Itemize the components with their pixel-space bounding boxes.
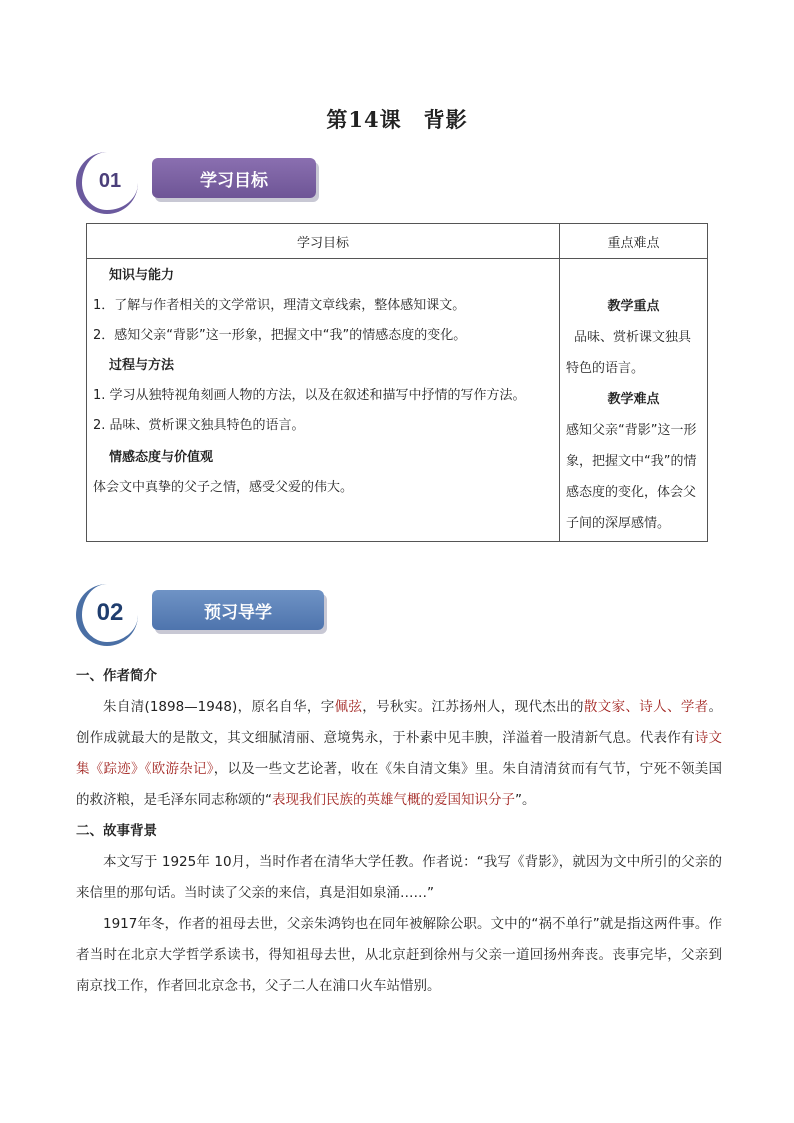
section-title-bar: 预习导学 bbox=[152, 590, 324, 630]
lesson-number: 第14课 bbox=[326, 107, 402, 132]
table-header-row bbox=[87, 224, 708, 259]
objectives-table bbox=[86, 223, 708, 542]
knowledge-heading: 知识与能力 bbox=[109, 268, 175, 283]
difficult-text: 感知父亲“背影”这一形象，把握文中“我”的情感态度的变化，体会父子间的深厚感情。 bbox=[566, 423, 697, 531]
emotion-heading: 情感态度与价值观 bbox=[109, 450, 214, 465]
header-key-points: 重点难点 bbox=[560, 224, 708, 259]
section-header-objectives bbox=[76, 152, 336, 214]
table-body-row bbox=[87, 259, 708, 542]
background-paragraph: 1917年冬，作者的祖母去世，父亲朱鸿钧也在同年被解除公职。文中的“祸不单行”就是指这两件事。作者当时在北京大学哲学系读书，得知祖母去世，从北京赶到徐州与父亲一道回扬州奔丧。丧事完毕，父亲到南京找工作，作者回北京念书，父子二人在浦口火车站惜别。 bbox=[76, 916, 722, 994]
section-title-bar: 学习目标 bbox=[152, 158, 316, 198]
emotion-item: 体会文中真挚的父子之情，感受父爱的伟大。 bbox=[93, 480, 354, 495]
knowledge-item: 1．了解与作者相关的文学常识，理清文章线索，整体感知课文。 bbox=[93, 298, 466, 313]
author-intro-paragraph: 朱自清(1898—1948)，原名自华，字佩弦，号秋实。江苏扬州人，现代杰出的散文家、诗人、学者。创作成就最大的是散文，其文细腻清丽、意境隽永，于朴素中见丰腴，洋溢着一股清新气息。代表作有诗文集《踪迹》《欧游杂记》，以及一些文艺论著，收在《朱自清文集》里。朱自清清贫而有气节，宁死不领美国的救济粮，是毛泽东同志称颂的“表现我们民族的英雄气概的爱国知识分子”。 bbox=[76, 699, 723, 808]
background-heading: 二、故事背景 bbox=[76, 823, 157, 839]
process-item: 2. 品味、赏析课文独具特色的语言。 bbox=[93, 418, 305, 433]
page-title bbox=[0, 104, 794, 134]
key-heading: 教学重点 bbox=[607, 299, 660, 314]
lesson-name: 背影 bbox=[423, 107, 468, 132]
difficult-heading: 教学难点 bbox=[607, 392, 660, 407]
background-paragraph: 本文写于 1925年 10月，当时作者在清华大学任教。作者说：“我写《背影》，就因为文中所引的父亲的来信里的那句话。当时读了父亲的来信，真是泪如泉涌……” bbox=[76, 854, 722, 901]
key-text: 品味、赏析课文独具特色的语言。 bbox=[566, 330, 692, 376]
section-number-badge: 01 bbox=[76, 152, 138, 214]
process-heading: 过程与方法 bbox=[109, 358, 175, 373]
process-item: 1. 学习从独特视角刻画人物的方法，以及在叙述和描写中抒情的写作方法。 bbox=[93, 388, 526, 403]
objectives-cell bbox=[87, 259, 560, 542]
header-objectives: 学习目标 bbox=[87, 224, 560, 259]
knowledge-item: 2．感知父亲“背影”这一形象，把握文中“我”的情感态度的变化。 bbox=[93, 328, 467, 343]
section-header-preview bbox=[76, 584, 336, 646]
key-points-cell bbox=[560, 259, 708, 542]
section-number-badge: 02 bbox=[76, 584, 138, 646]
author-intro-heading: 一、作者简介 bbox=[76, 668, 157, 684]
preview-content bbox=[76, 661, 722, 1002]
